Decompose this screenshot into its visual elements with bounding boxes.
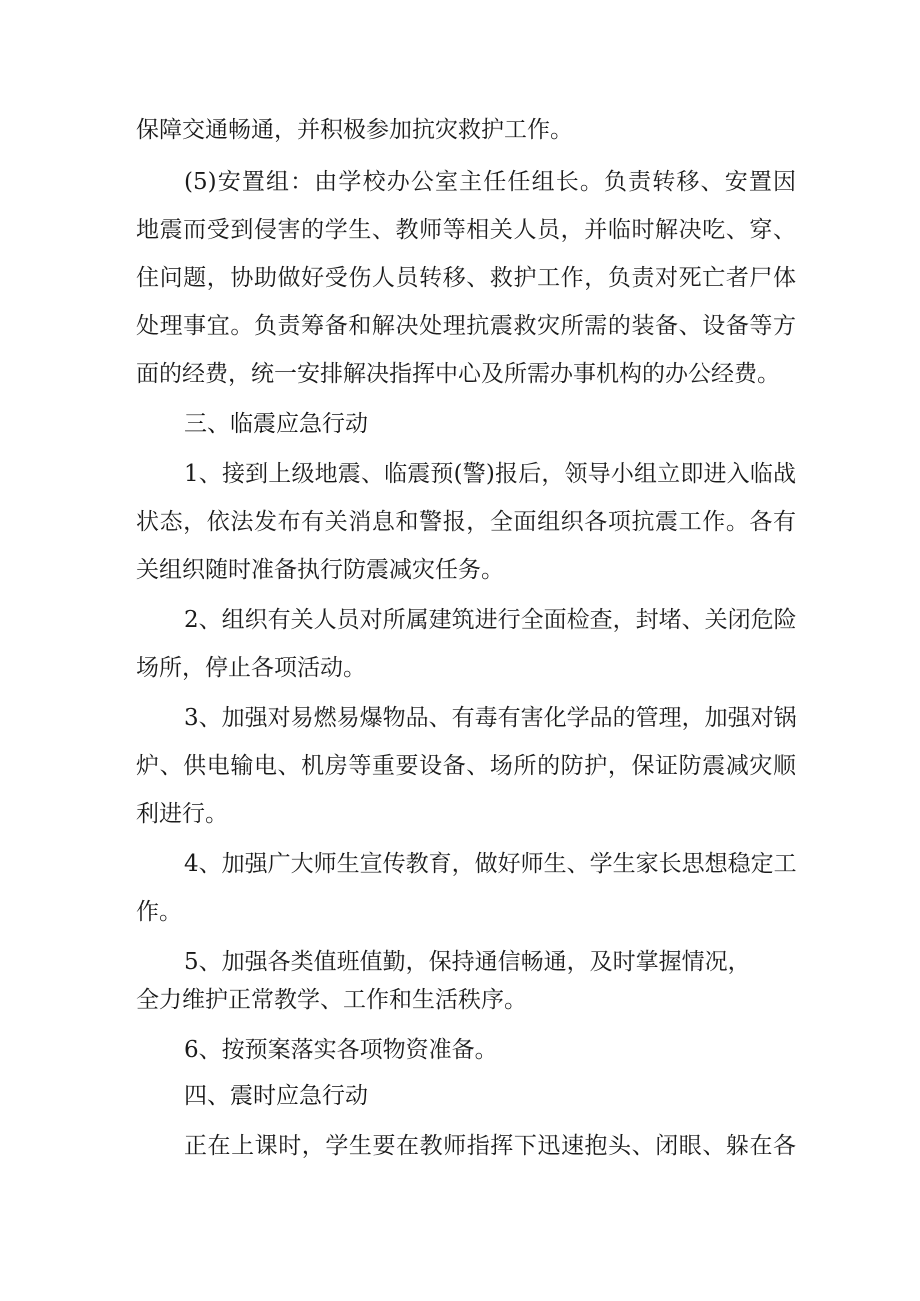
paragraph-line: 全力维护正常教学、工作和生活秩序。: [136, 987, 527, 1013]
paragraph-line: 正在上课时，学生要在教师指挥下迅速抱头、闭眼、躲在各: [184, 1133, 796, 1159]
paragraph-line: 作。: [136, 899, 182, 925]
section-heading: 三、临震应急行动: [184, 411, 368, 437]
paragraph-line: 利进行。: [136, 801, 228, 827]
paragraph-line: 炉、供电输电、机房等重要设备、场所的防护，保证防震减灾顺: [136, 753, 796, 779]
paragraph-line: 1、接到上级地震、临震预(警)报后，领导小组立即进入临战: [184, 461, 796, 487]
paragraph-line: 关组织随时准备执行防震减灾任务。: [136, 557, 504, 583]
paragraph-line: 保障交通畅通，并积极参加抗灾救护工作。: [136, 117, 573, 143]
paragraph-line: 面的经费，统一安排解决指挥中心及所需办事机构的办公经费。: [136, 361, 780, 387]
paragraph-line: 地震而受到侵害的学生、教师等相关人员，并临时解决吃、穿、: [136, 217, 796, 243]
paragraph-line: 2、组织有关人员对所属建筑进行全面检查，封堵、关闭危险: [184, 607, 797, 633]
paragraph-line: 4、加强广大师生宣传教育，做好师生、学生家长思想稳定工: [184, 851, 797, 877]
paragraph-line: (5)安置组：由学校办公室主任任组长。负责转移、安置因: [184, 169, 796, 195]
paragraph-line: 状态，依法发布有关消息和警报，全面组织各项抗震工作。各有: [136, 509, 796, 535]
paragraph-line: 处理事宜。负责筹备和解决处理抗震救灾所需的装备、设备等方: [136, 313, 796, 339]
paragraph-line: 6、按预案落实各项物资准备。: [184, 1037, 498, 1063]
paragraph-line: 住问题，协助做好受伤人员转移、救护工作，负责对死亡者尸体: [136, 265, 796, 291]
section-heading: 四、震时应急行动: [184, 1083, 368, 1109]
paragraph-line: 3、加强对易燃易爆物品、有毒有害化学品的管理，加强对锅: [184, 705, 797, 731]
paragraph-line: 场所，停止各项活动。: [136, 655, 366, 681]
paragraph-line: 5、加强各类值班值勤，保持通信畅通，及时掌握情况，: [184, 949, 751, 975]
